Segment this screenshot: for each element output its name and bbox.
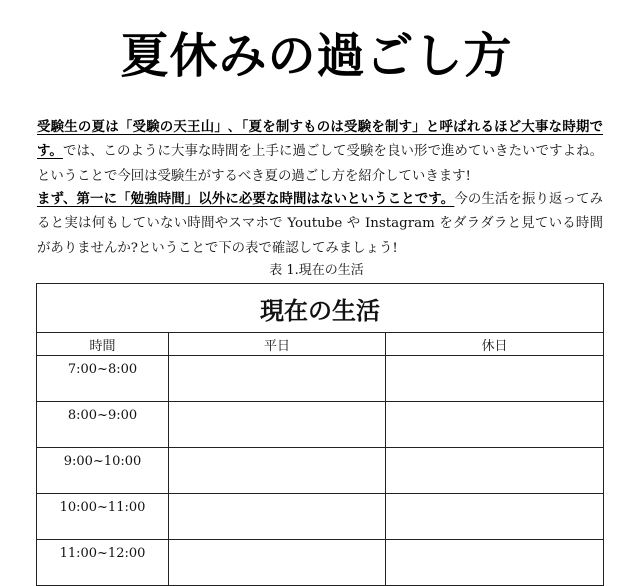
- document-title: 夏休みの過ごし方: [120, 28, 513, 84]
- table-row: [37, 402, 604, 448]
- second-text: 今の生活を振り返ってみると実は何もしていない時間やスマホで Youtube や Instagram をダラダラと見ている時間がありませんか?ということで下の表で確認してみましょう!: [37, 192, 604, 256]
- holiday-cell[interactable]: [386, 402, 604, 448]
- time-cell: 8:00~9:00: [37, 402, 169, 448]
- header-holiday: 休日: [386, 333, 604, 356]
- second-emphasis: まず、第一に「勉強時間」以外に必要な時間はないということです。: [37, 192, 455, 207]
- time-cell: 11:00~12:00: [37, 540, 169, 586]
- intro-paragraph: [37, 116, 603, 189]
- intro-emphasis: 受験生の夏は「受験の天王山」､「夏を制すものは受験を制す」と呼ばれるほど大事な時期です。: [37, 120, 603, 160]
- weekday-cell[interactable]: [169, 494, 386, 540]
- time-cell: 7:00~8:00: [37, 356, 169, 402]
- weekday-cell[interactable]: [169, 402, 386, 448]
- table-header-row: [37, 333, 604, 356]
- table-row: [37, 356, 604, 402]
- second-paragraph: [37, 188, 603, 261]
- header-time: 時間: [37, 333, 169, 356]
- time-cell: 10:00~11:00: [37, 494, 169, 540]
- holiday-cell[interactable]: [386, 356, 604, 402]
- weekday-cell[interactable]: [169, 356, 386, 402]
- weekday-cell[interactable]: [169, 448, 386, 494]
- table-row: [37, 494, 604, 540]
- table-title: 現在の生活: [37, 284, 604, 333]
- time-cell: 9:00~10:00: [37, 448, 169, 494]
- table-row: [37, 448, 604, 494]
- holiday-cell[interactable]: [386, 494, 604, 540]
- holiday-cell[interactable]: [386, 448, 604, 494]
- table-caption: 表 1.現在の生活: [269, 263, 364, 278]
- intro-text: では、このように大事な時間を上手に過ごして受験を良い形で進めていきたいですよね。ということで今回は受験生がするべき夏の過ごし方を紹介していきます!: [37, 144, 603, 184]
- header-weekday: 平日: [169, 333, 386, 356]
- schedule-table: [36, 283, 604, 586]
